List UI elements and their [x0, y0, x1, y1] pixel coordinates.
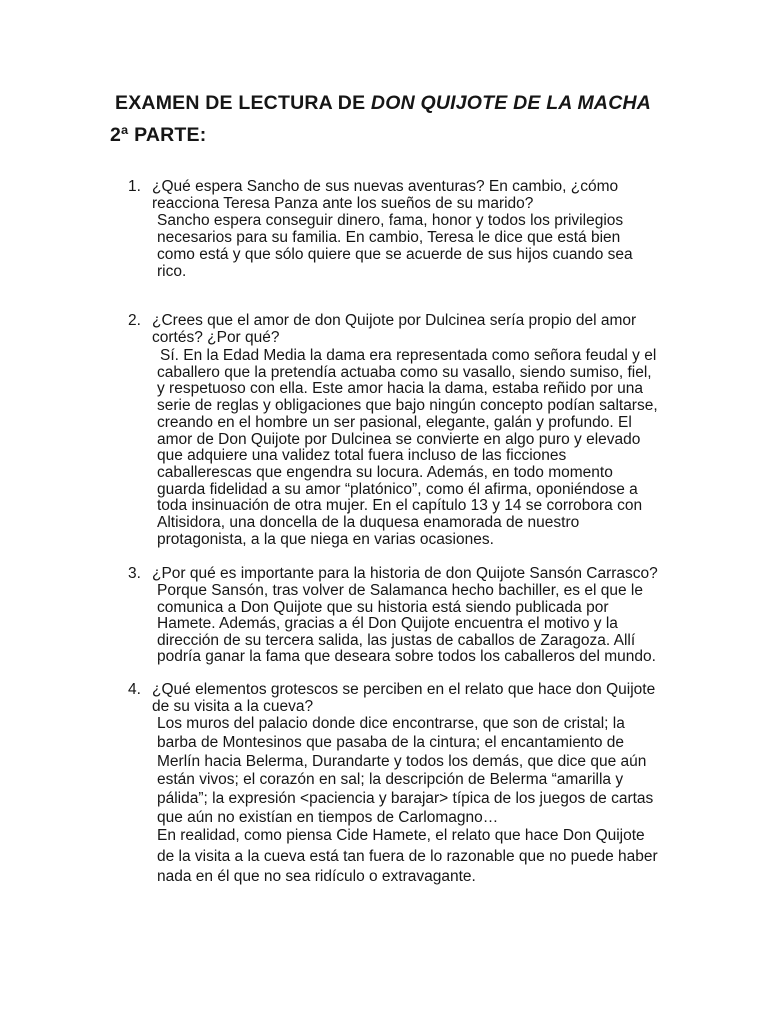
answer-line: toda insinuación de otra mujer. En el capítulo 13 y 14 se corrobora con [157, 497, 643, 515]
document-title [115, 91, 651, 115]
answer-line: dirección de su tercera salida, las justas de caballos de Zaragoza. Allí [157, 631, 636, 649]
answer-paragraph [157, 348, 658, 548]
part-heading: 2ª PARTE: [110, 124, 207, 146]
question-line: ¿Qué elementos grotescos se perciben en el relato que hace don Quijote [152, 681, 656, 698]
item-number: 4. [128, 681, 141, 698]
answer-line: Altisidora, una doncella de la duquesa enamorada de nuestro [157, 514, 580, 532]
answer-line: pálida”; la expresión <paciencia y barajar> típica de los juegos de cartas [157, 790, 654, 808]
answer-line: rico. [157, 263, 187, 281]
answer-line: caballerescas que engendra su locura. Además, en todo momento [157, 463, 613, 481]
answer-line: nada en él que no sea ridículo o extravagante. [157, 868, 476, 885]
question-line: cortés? ¿Por qué? [152, 328, 280, 346]
answer-line: podría ganar la fama que deseara sobre todos los caballeros del mundo. [157, 648, 656, 666]
question-line: ¿Por qué es importante para la historia de don Quijote Sansón Carrasco? [152, 565, 658, 582]
answer-line: creando en el hombre un ser pasional, elegante, galán y profundo. El [157, 413, 632, 431]
answer-line: amor de Don Quijote por Dulcinea se convierte en algo puro y elevado [157, 430, 641, 448]
answer-line: que aún no existían en tiempos de Carlomagno… [157, 808, 499, 826]
answer-line: Hamete. Además, gracias a él Don Quijote encuentra el motivo y la [157, 615, 618, 633]
question [152, 179, 618, 212]
answer-line: Sí. En la Edad Media la dama era representada como señora feudal y el [160, 347, 657, 364]
answer-line: Merlín hacia Belerma, Durandarte y todos los demás, que dice que aún [157, 752, 647, 770]
answer-line: En realidad, como piensa Cide Hamete, el relato que hace Don Quijote [157, 827, 645, 844]
question [152, 566, 658, 583]
answer-line: que adquiere una validez total fuera incluso de las ficciones [157, 447, 567, 465]
answer-paragraph [157, 715, 653, 828]
question-line: reacciona Teresa Panza ante los sueños de su marido? [152, 194, 534, 212]
answer-paragraph [157, 212, 633, 281]
answer-line: como está y que sólo quiere que se acuerde de sus hijos cuando sea [157, 245, 633, 263]
question [152, 682, 655, 716]
answer-line: protagonista, a la que niega en varias ocasiones. [157, 530, 494, 548]
answer-line: de la visita a la cueva está tan fuera de lo razonable que no puede haber [157, 847, 658, 865]
answer-paragraph [157, 583, 656, 666]
answer-line: caballero que la pretendía actuaba como su vasallo, siendo sumiso, fiel, [157, 363, 652, 381]
item-number: 1. [128, 178, 141, 195]
answer-line: necesarios para su familia. En cambio, Teresa le dice que está bien [157, 228, 621, 246]
answer-line: Sancho espera conseguir dinero, fama, honor y todos los privilegios [157, 211, 624, 229]
answer-line: y respetuoso con ella. Este amor hacia la dama, estaba reñido por una [157, 380, 643, 398]
question-line: ¿Qué espera Sancho de sus nuevas aventuras? En cambio, ¿cómo [152, 178, 619, 195]
answer-line: guarda fidelidad a su amor “platónico”, como él afirma, oponiéndose a [157, 480, 638, 498]
answer-line: están vivos; el corazón en sal; la descripción de Belerma “amarilla y [157, 771, 624, 789]
answer-line: Los muros del palacio donde dice encontrarse, que son de cristal; la [157, 715, 625, 732]
answer-line: Porque Sansón, tras volver de Salamanca hecho bachiller, es el que le [157, 582, 643, 599]
title-work: DON QUIJOTE DE LA MACHA [370, 92, 652, 114]
question-line: ¿Crees que el amor de don Quijote por Dulcinea sería propio del amor [152, 312, 637, 329]
item-number: 3. [128, 565, 141, 582]
title-prefix: EXAMEN DE LECTURA DE [115, 92, 366, 114]
question [152, 313, 636, 347]
item-number: 2. [128, 312, 141, 329]
question-line: de su visita a la cueva? [152, 697, 314, 715]
answer-line: barba de Montesinos que pasaba de la cintura; el encantamiento de [157, 733, 625, 751]
answer-paragraph [157, 826, 658, 888]
answer-line: comunica a Don Quijote que su historia está siendo publicada por [157, 598, 609, 616]
answer-line: serie de reglas y obligaciones que bajo ningún concepto podían saltarse, [157, 397, 658, 415]
